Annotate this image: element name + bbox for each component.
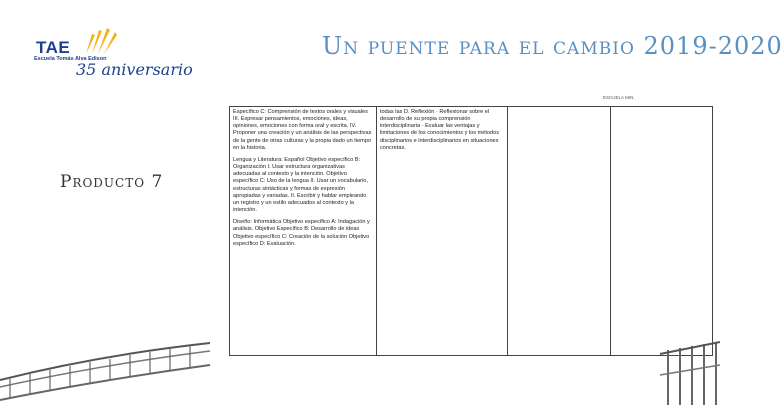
table-cell-col2 [377,107,508,356]
sun-icon [82,26,118,56]
document-table [229,106,713,356]
table-cell-col3 [508,107,611,356]
logo-brand: TAE [36,38,71,57]
table-cell-col1 [230,107,377,356]
table-row [230,107,713,356]
product-label: Producto 7 [60,172,164,192]
school-logo [30,24,193,94]
cell-paragraph: Diseño: Informática Objetivo específico A: Indagación y análisis. Objetivo Específico B: Desarrollo de ideas Objetivo específico C: Creación de la solución Objetivo específico D: Evaluación. [233,219,370,247]
corner-note: ESCUELA MIN. [603,95,635,100]
table-cell-col4 [610,107,713,356]
logo-subtitle: Escuela Tomás Alva Edison [34,56,107,62]
logo-anniversary: 35 aniversario [76,60,193,79]
cell-paragraph: Específico C: Comprensión de textos orales y visuales III. Expresar pensamientos, emociones, ideas, opiniones, emociones con forma oral y escrita. IV. Proponer una creación y un análisis de las perspectivas de la gente de otras culturas y la propia dado un tiempo en la historia. [233,109,372,151]
bridge-illustration [0,325,210,405]
cell-paragraph: todas las D. Reflexión · Reflexionar sobre el desarrollo de su propia comprensión interdisciplinaria · Evaluar las ventajas y limitaciones de los conocimientos y los métodos disciplinarios e interdisciplinarios en situaciones concretas. [380,109,500,151]
page-title: Un puente para el cambio 2019-2020 [322,32,783,60]
cell-paragraph: Lengua y Literatura: Español Objetivo específico B: Organización I. Usar estructura organizativas adecuadas al contexto y la intención. Objetivo específico C: Uso de la lengua II. Usar un vocabulario, estructuras sintácticas y formas de expresión apropiadas y variadas. II. Escribir y hablar empleando un registro y un estilo adecuados al contexto y la intención. [233,156,368,214]
bridge-railing-illustration [640,340,720,405]
